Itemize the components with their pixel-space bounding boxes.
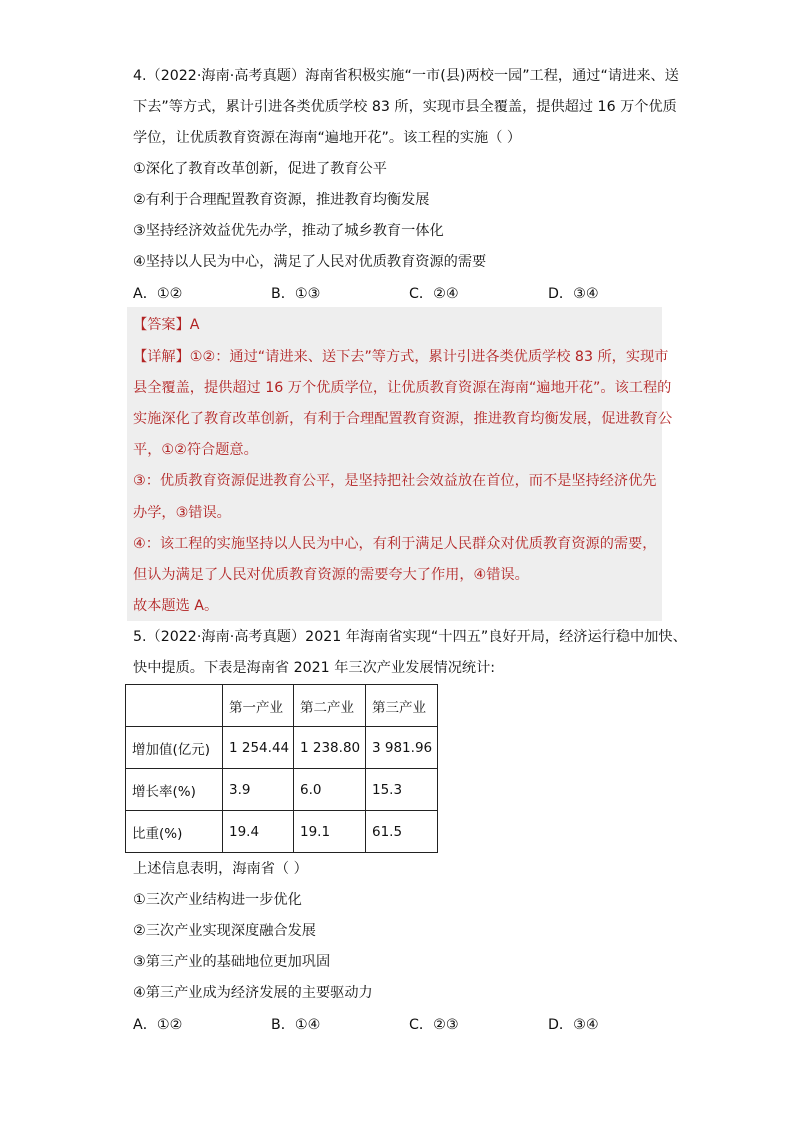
detail-3-line-1 <box>133 471 657 491</box>
q5-option-b: B．①④ <box>271 1017 321 1033</box>
q5-stem-line-1: 5.（2022·海南·高考真题）2021 年海南省实现“十四五”良好开局，经济运行稳中加快、 <box>133 629 687 645</box>
q4-statement-4: ④坚持以人民为中心，满足了人民对优质教育资源的需要 <box>133 254 487 270</box>
detail-1-text-4: 平，①②符合题意。 <box>133 442 258 458</box>
table-cell: 增加值(亿元) <box>126 727 223 769</box>
table-cell: 15.3 <box>366 769 438 811</box>
detail-line-1 <box>133 347 668 367</box>
q4-stem-line-1: 4.（2022·海南·高考真题）海南省积极实施“一市(县)两校一园”工程，通过“请进来、送 <box>133 68 679 84</box>
detail-3-text-2: 办学，③错误。 <box>133 505 231 521</box>
q4-stem-line-2: 下去”等方式，累计引进各类优质学校 83 所，实现市县全覆盖，提供超过 16 万个优质 <box>133 99 677 115</box>
table-cell: 3.9 <box>223 769 294 811</box>
table-cell: 1 254.44 <box>223 727 294 769</box>
q4-option-b: B．①③ <box>271 286 321 302</box>
q4-statement-1: ①深化了教育改革创新，促进了教育公平 <box>133 161 387 177</box>
table-header-cell: 第三产业 <box>366 685 438 727</box>
answer-line <box>133 315 199 335</box>
table-cell: 3 981.96 <box>366 727 438 769</box>
table-header-row <box>126 685 438 727</box>
table-cell: 6.0 <box>294 769 366 811</box>
table-row <box>126 727 438 769</box>
q5-option-d: D．③④ <box>548 1017 599 1033</box>
q5-statement-4: ④第三产业成为经济发展的主要驱动力 <box>133 985 373 1001</box>
q5-question: 上述信息表明，海南省（ ） <box>133 861 308 877</box>
table-cell: 比重(%) <box>126 811 223 853</box>
table-cell: 增长率(%) <box>126 769 223 811</box>
q4-statement-3: ③坚持经济效益优先办学，推动了城乡教育一体化 <box>133 223 444 239</box>
table-cell: 1 238.80 <box>294 727 366 769</box>
answer-label: 【答案】 <box>133 317 190 333</box>
q5-statement-3: ③第三产业的基础地位更加巩固 <box>133 954 331 970</box>
detail-1-text-1: ：通过“请进来、送下去”等方式，累计引进各类优质学校 83 所，实现市 <box>215 349 669 365</box>
q4-stem-line-3: 学位，让优质教育资源在海南“遍地开花”。该工程的实施（ ） <box>133 130 522 146</box>
table-row <box>126 811 438 853</box>
detail-1-text-2: 县全覆盖，提供超过 16 万个优质学位，让优质教育资源在海南“遍地开花”。该工程的 <box>133 380 672 396</box>
table-cell: 19.1 <box>294 811 366 853</box>
detail-3-text-1: ：优质教育资源促进教育公平，是坚持把社会效益放在首位，而不是坚持经济优先 <box>145 473 657 489</box>
detail-4-line-1 <box>133 534 657 554</box>
q4-option-c: C．②④ <box>409 286 459 302</box>
industry-stats-table <box>125 684 438 853</box>
q4-option-d: D．③④ <box>548 286 599 302</box>
q5-stem-line-2: 快中提质。下表是海南省 2021 年三次产业发展情况统计: <box>133 660 496 676</box>
detail-label: 【详解】 <box>133 349 190 365</box>
table-header-cell <box>126 685 223 727</box>
table-row <box>126 769 438 811</box>
detail-4-lead: ④ <box>133 536 146 552</box>
detail-1-text-3: 实施深化了教育改革创新，有利于合理配置教育资源，推进教育均衡发展，促进教育公 <box>133 411 673 427</box>
conclusion: 故本题选 A。 <box>133 598 219 614</box>
detail-4-text-1: ：该工程的实施坚持以人民为中心，有利于满足人民群众对优质教育资源的需要， <box>145 536 657 552</box>
table-header-cell: 第一产业 <box>223 685 294 727</box>
detail-3-lead: ③ <box>133 473 146 489</box>
table-cell: 61.5 <box>366 811 438 853</box>
q4-statement-2: ②有利于合理配置教育资源，推进教育均衡发展 <box>133 192 430 208</box>
q5-statement-1: ①三次产业结构进一步优化 <box>133 892 302 908</box>
detail-4-text-2: 但认为满足了人民对优质教育资源的需要夸大了作用，④错误。 <box>133 567 529 583</box>
table-cell: 19.4 <box>223 811 294 853</box>
q4-option-a: A．①② <box>133 286 183 302</box>
detail-1-lead: ①② <box>189 349 216 365</box>
q5-statement-2: ②三次产业实现深度融合发展 <box>133 923 316 939</box>
q5-option-c: C．②③ <box>409 1017 459 1033</box>
q5-option-a: A．①② <box>133 1017 183 1033</box>
table-header-cell: 第二产业 <box>294 685 366 727</box>
answer-value: A <box>189 317 200 333</box>
